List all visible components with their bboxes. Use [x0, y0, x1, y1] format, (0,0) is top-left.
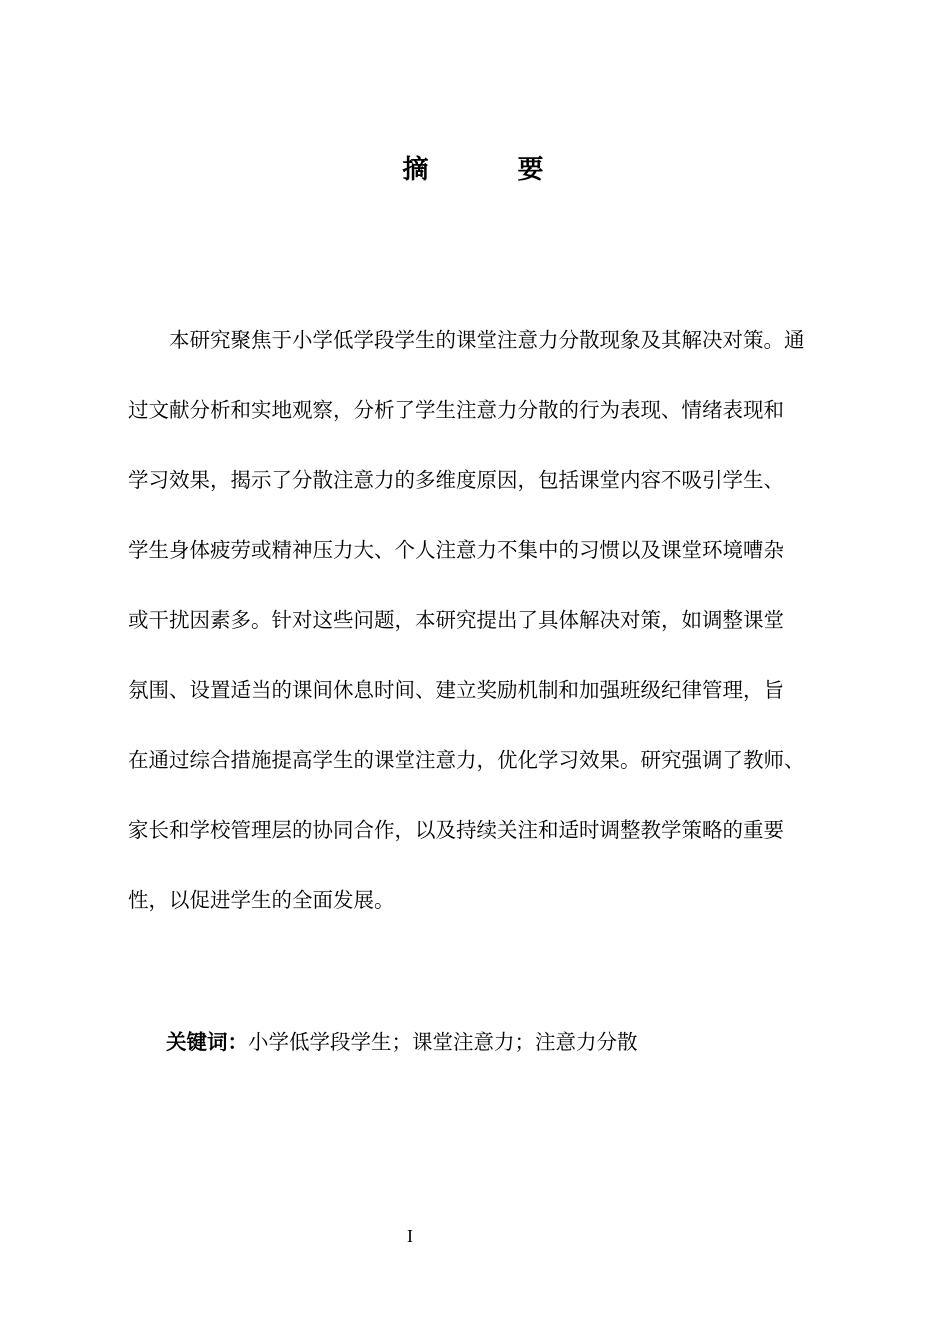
- keywords-label: 关键词：: [166, 1030, 248, 1054]
- abstract-line: 家长和学校管理层的协同合作，以及持续关注和适时调整教学策略的重要: [128, 818, 784, 842]
- keywords: [166, 1022, 866, 1063]
- page-number: I: [407, 1226, 413, 1246]
- abstract-line: 本研究聚焦于小学低学段学生的课堂注意力分散现象及其解决对策。通: [169, 328, 805, 352]
- abstract-line: 过文献分析和实地观察，分析了学生注意力分散的行为表现、情绪表现和: [128, 398, 784, 422]
- abstract-line: 性，以促进学生的全面发展。: [128, 888, 395, 912]
- abstract-line: 氛围、设置适当的课间休息时间、建立奖励机制和加强班级纪律管理，旨: [128, 678, 784, 702]
- abstract-line: 学生身体疲劳或精神压力大、个人注意力不集中的习惯以及课堂环境嘈杂: [128, 538, 784, 562]
- abstract-line: 学习效果，揭示了分散注意力的多维度原因，包括课堂内容不吸引学生、: [128, 468, 784, 492]
- abstract-body: [128, 305, 863, 935]
- page-title: 摘 要: [402, 155, 584, 185]
- keywords-value: 小学低学段学生；课堂注意力；注意力分散: [248, 1030, 638, 1054]
- abstract-line: 在通过综合措施提高学生的课堂注意力，优化学习效果。研究强调了教师、: [128, 748, 805, 772]
- abstract-line: 或干扰因素多。针对这些问题，本研究提出了具体解决对策，如调整课堂: [128, 608, 784, 632]
